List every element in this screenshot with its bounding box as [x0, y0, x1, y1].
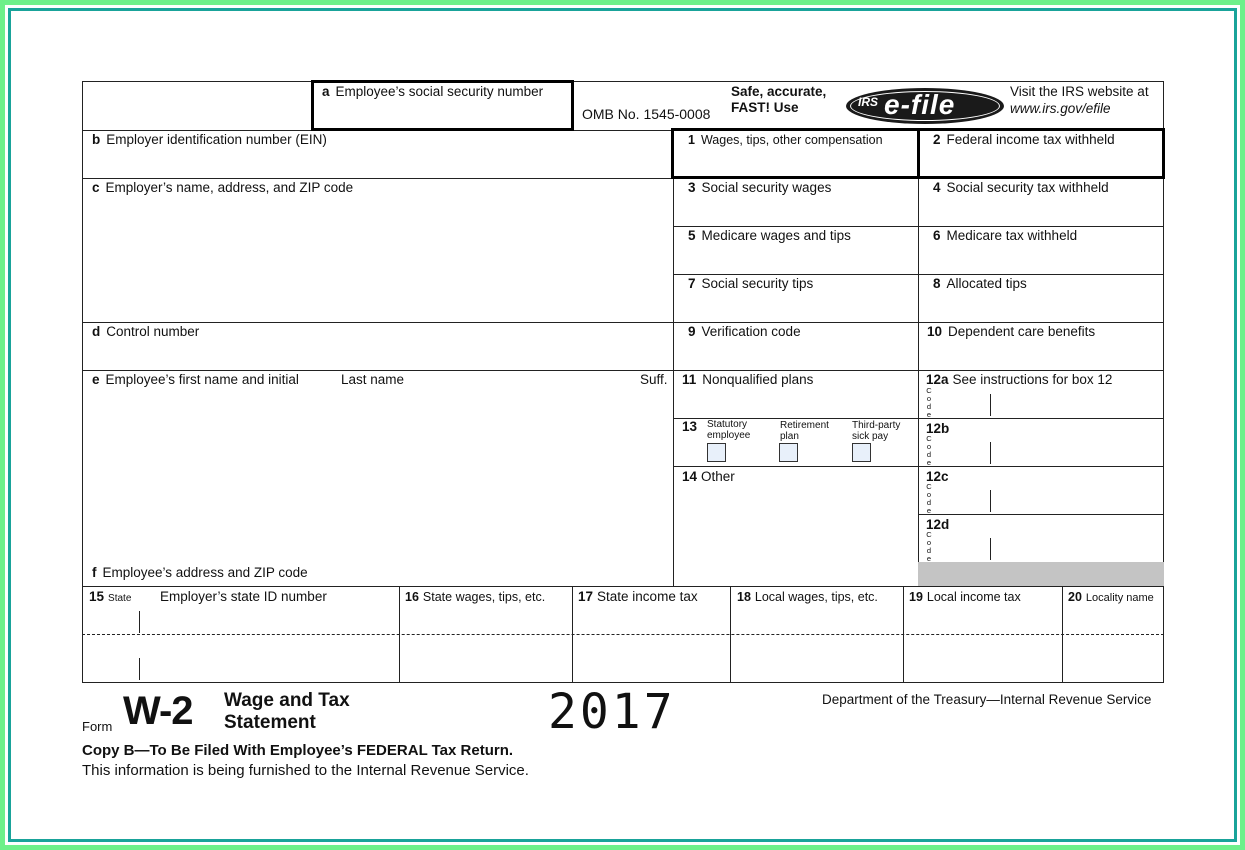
- third-party-sick-pay-checkbox[interactable]: [852, 443, 871, 462]
- box-12c-code: C o d e: [926, 482, 932, 515]
- retirement-plan-checkbox[interactable]: [779, 443, 798, 462]
- box-5-label: 5 Medicare wages and tips: [688, 228, 851, 243]
- rule: [82, 370, 673, 371]
- form-name: W-2: [123, 689, 193, 733]
- omb-number: OMB No. 1545-0008: [582, 106, 711, 122]
- box-f-label: f Employee’s address and ZIP code: [92, 565, 308, 580]
- box-15-label: 15 State: [89, 589, 132, 604]
- box-e-suffix: Suff.: [640, 372, 668, 387]
- rule: [673, 130, 674, 586]
- box-16-label: 16 State wages, tips, etc.: [405, 590, 546, 604]
- irs-efile-logo: [846, 86, 1004, 126]
- dashed-rule: [82, 634, 1164, 635]
- form-title-2: Statement: [224, 712, 316, 733]
- box-17-label: 17 State income tax: [578, 589, 698, 604]
- box-e-last-name: Last name: [341, 372, 405, 387]
- rule: [1062, 586, 1063, 683]
- box-20-label: 20 Locality name: [1068, 590, 1154, 604]
- third-party-sick-pay-label: Third-party sick pay: [852, 420, 901, 442]
- form-title-1: Wage and Tax: [224, 690, 350, 711]
- statutory-employee-label: Statutory employee: [707, 419, 751, 441]
- rule: [918, 130, 919, 586]
- box-13-number: 13: [682, 419, 698, 434]
- rule: [139, 611, 140, 633]
- box-12c-label: 12c: [926, 469, 949, 484]
- box-8-label: 8 Allocated tips: [933, 276, 1027, 291]
- box-14-label: 14 Other: [682, 469, 735, 484]
- department-label: Department of the Treasury—Internal Revenue Service: [822, 692, 1152, 707]
- box-1-label: 1 Wages, tips, other compensation: [688, 133, 883, 147]
- box-7-label: 7 Social security tips: [688, 276, 814, 291]
- box-19-label: 19 Local income tax: [909, 590, 1021, 604]
- rule: [572, 586, 573, 683]
- visit-irs-1: Visit the IRS website at: [1010, 84, 1149, 99]
- irs-info-label: This information is being furnished to the Internal Revenue Service.: [82, 762, 529, 779]
- box-12b-code: C o d e: [926, 434, 932, 467]
- rule: [139, 658, 140, 680]
- copy-b-label: Copy B—To Be Filed With Employee’s FEDERAL Tax Return.: [82, 742, 514, 759]
- box-6-label: 6 Medicare tax withheld: [933, 228, 1078, 243]
- rule: [82, 178, 673, 179]
- box-e-label: e Employee’s first name and initial: [92, 372, 299, 387]
- rule: [82, 322, 673, 323]
- rule: [990, 442, 991, 464]
- efile-logo-irs: IRS: [858, 95, 879, 109]
- form-year: 2017: [548, 684, 676, 740]
- box-3-label: 3 Social security wages: [688, 180, 832, 195]
- box-2-label: 2 Federal income tax withheld: [933, 132, 1115, 147]
- box-a-label: a Employee’s social security number: [322, 84, 544, 99]
- rule: [730, 586, 731, 683]
- box-4-label: 4 Social security tax withheld: [933, 180, 1109, 195]
- box-12d-label: 12d: [926, 517, 950, 532]
- efile-tagline-2: FAST! Use: [731, 100, 799, 115]
- rule: [82, 586, 1164, 587]
- efile-logo-text: e-file: [884, 89, 956, 120]
- box-11-label: 11 Nonqualified plans: [682, 372, 814, 387]
- form-word: Form: [82, 719, 113, 734]
- visit-irs-2[interactable]: www.irs.gov/efile: [1010, 101, 1111, 116]
- box-18-label: 18 Local wages, tips, etc.: [737, 590, 878, 604]
- box-10-label: 10 Dependent care benefits: [927, 324, 1096, 339]
- rule: [990, 490, 991, 512]
- box-d-label: d Control number: [92, 324, 200, 339]
- box-c-label: c Employer’s name, address, and ZIP code: [92, 180, 354, 195]
- box-9-label: 9 Verification code: [688, 324, 801, 339]
- statutory-employee-checkbox[interactable]: [707, 443, 726, 462]
- box-12b-label: 12b: [926, 421, 950, 436]
- box-12d-code: C o d e: [926, 530, 932, 563]
- box-15-state-id-label: Employer’s state ID number: [160, 589, 327, 604]
- rule: [399, 586, 400, 683]
- box-12a-code: C o d e: [926, 386, 932, 419]
- rule: [918, 514, 1164, 515]
- efile-tagline-1: Safe, accurate,: [731, 84, 827, 99]
- shaded-cell: [918, 562, 1164, 586]
- box-12a-label: 12a See instructions for box 12: [926, 372, 1113, 387]
- rule: [990, 538, 991, 560]
- retirement-plan-label: Retirement plan: [780, 420, 829, 442]
- box-b-label: b Employer identification number (EIN): [92, 132, 327, 147]
- rule: [903, 586, 904, 683]
- rule: [990, 394, 991, 416]
